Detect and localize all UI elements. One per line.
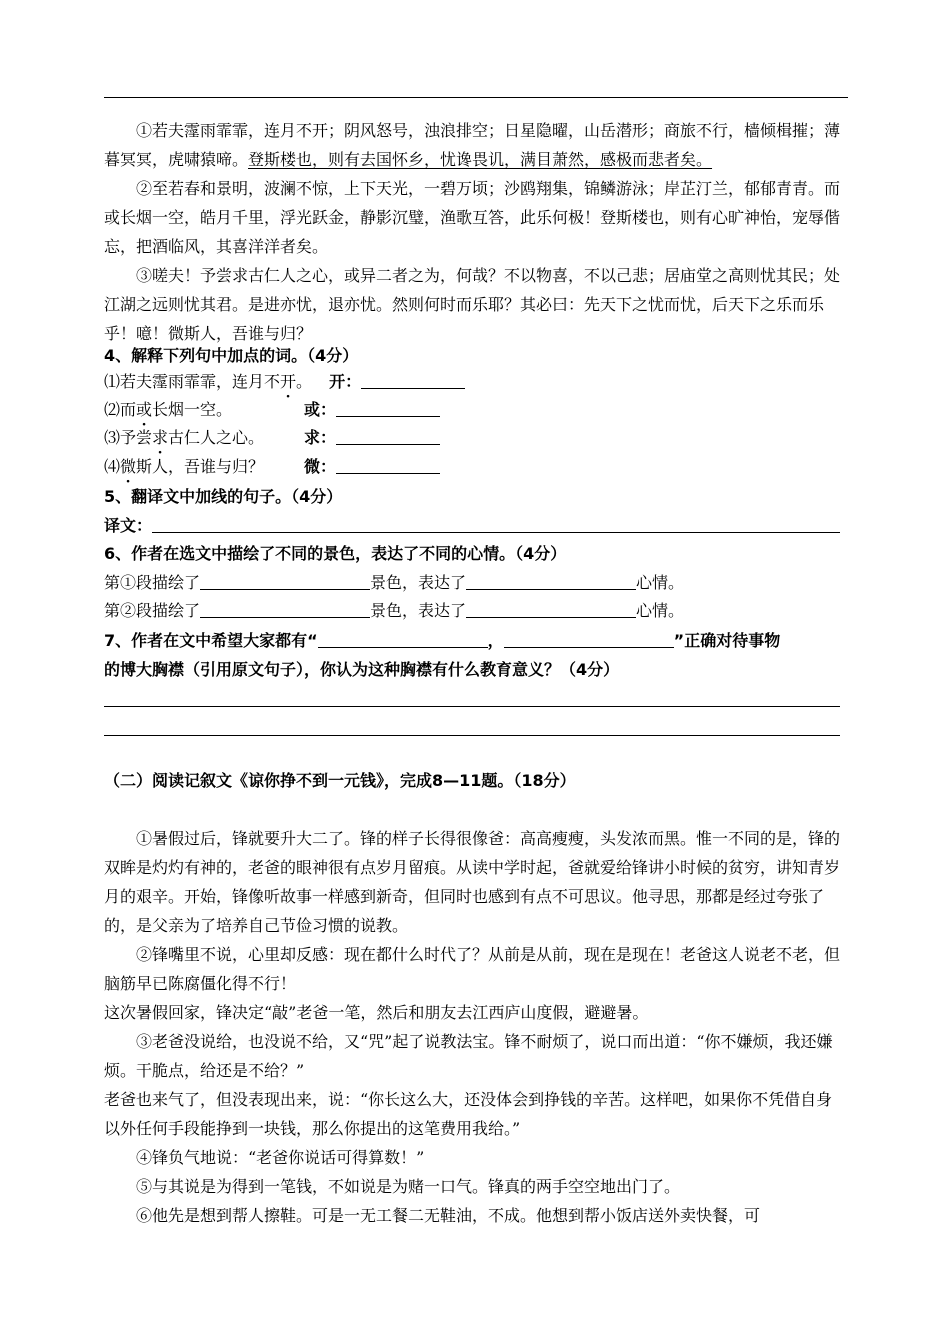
dotted-char: 求 [152,428,169,447]
scene-blank-2[interactable] [200,599,370,618]
answer-blank[interactable] [361,370,465,389]
quote-blank-1[interactable] [318,629,488,648]
q5-answer-line: 译文： [104,513,848,539]
question-4-title: 4、解释下列句中加点的词。（4分） [104,346,359,365]
story-paragraph-2: ②锋嘴里不说，心里却反感：现在都什么时代了？从前是从前，现在是现在！老爸这人说老不老，但脑筋早已陈腐僵化得不行！ [104,945,841,993]
q4-item-2: ⑵而或长烟一空。 或： [104,397,440,423]
q4-item-3: ⑶予尝求古仁人之心。 求： [104,425,440,451]
top-rule [104,97,848,98]
quote-blank-2[interactable] [504,629,674,648]
story-paragraph-4: ④锋负气地说：“老爸你说话可得算数！” [136,1148,425,1167]
underlined-sentence: 登斯楼也，则有去国怀乡，忧谗畏讥，满目萧然，感极而悲者矣。 [248,150,713,169]
question-7-line-2: 的博大胸襟（引用原文句子），你认为这种胸襟有什么教育意义？（4分） [104,660,620,679]
answer-line-2[interactable] [104,735,840,736]
dotted-char: 微 [120,457,137,476]
passage-paragraph-3: ③嗟夫！予尝求古仁人之心，或异二者之为，何哉？不以物喜，不以己悲；居庙堂之高则忧其民；处江湖之远则忧其君。是进亦忧，退亦忧。然则何时而乐耶？其必曰：先天下之忧而忧，后天下之乐而乐乎！噫！微斯人，吾谁与归？ [104,266,841,343]
story-paragraph-6: ⑥他先是想到帮人擦鞋。可是一无工餐二无鞋油，不成。他想到帮小饭店送外卖快餐，可 [136,1206,761,1225]
q6-row-1: 第①段描绘了 景色，表达了 心情。 [104,573,685,592]
section-2-title: （二）阅读记叙文《谅你挣不到一元钱》，完成8—11题。（18分） [104,771,576,790]
passage-paragraph-2: ②至若春和景明，波澜不惊，上下天光，一碧万顷；沙鸥翔集，锦鳞游泳；岸芷汀兰，郁郁青青。而或长烟一空，皓月千里，浮光跃金，静影沉璧，渔歌互答，此乐何极！登斯楼也，则有心旷神怡，宠辱偕忘，把酒临风，其喜洋洋者矣。 [104,179,841,256]
story-paragraph-3: ③老爸没说给，也没说不给，又“咒”起了说教法宝。锋不耐烦了，说口而出道：“你不嫌烦，我还嫌烦。干脆点，给还是不给？” [104,1032,833,1080]
q6-row-2: 第②段描绘了 景色，表达了 心情。 [104,601,685,620]
story-paragraph-2b: 这次暑假回家，锋决定“敲”老爸一笔，然后和朋友去江西庐山度假，避避暑。 [104,1003,649,1022]
q4-item-4: ⑷微斯人，吾谁与归？ 微： [104,454,440,480]
q4-item-1: ⑴若夫霪雨霏霏，连月不开。 开： [104,369,465,395]
translation-blank[interactable] [152,514,840,533]
scene-blank-1[interactable] [200,571,370,590]
dotted-char: 开 [280,372,297,391]
mood-blank-1[interactable] [466,571,636,590]
paragraph-1-text: ①若夫霪雨霏霏，连月不开；阴风怒号，浊浪排空；日星隐曜，山岳潜形；商旅不行，樯倾楫摧；薄暮冥冥，虎啸猿啼。 [104,121,841,169]
question-7-line-1: 7、作者在文中希望大家都有“ ， ”正确对待事物 [104,631,781,650]
answer-blank[interactable] [336,398,440,417]
passage-paragraph-1 [104,116,848,174]
mood-blank-2[interactable] [466,599,636,618]
answer-line-1[interactable] [104,706,840,707]
question-6-title: 6、作者在选文中描绘了不同的景色，表达了不同的心情。（4分） [104,544,567,563]
question-5-title: 5、翻译文中加线的句子。（4分） [104,487,343,506]
answer-blank[interactable] [336,426,440,445]
story-paragraph-5: ⑤与其说是为得到一笔钱，不如说是为赌一口气。锋真的两手空空地出门了。 [136,1177,681,1196]
dotted-char: 或 [136,400,153,419]
story-paragraph-3b: 老爸也来气了，但没表现出来，说：“你长这么大，还没体会到挣钱的辛苦。这样吧，如果你不凭借自身以外任何手段能挣到一块钱，那么你提出的这笔费用我给。” [104,1090,833,1138]
answer-blank[interactable] [336,455,440,474]
story-paragraph-1: ①暑假过后，锋就要升大二了。锋的样子长得很像爸：高高瘦瘦，头发浓而黑。惟一不同的是，锋的双眸是灼灼有神的，老爸的眼神很有点岁月留痕。从读中学时起，爸就爱给锋讲小时候的贫穷，讲知青岁月的艰辛。开始，锋像听故事一样感到新奇，但同时也感到有点不可思议。他寻思，那都是经过夸张了的，是父亲为了培养自己节俭习惯的说教。 [104,829,841,935]
